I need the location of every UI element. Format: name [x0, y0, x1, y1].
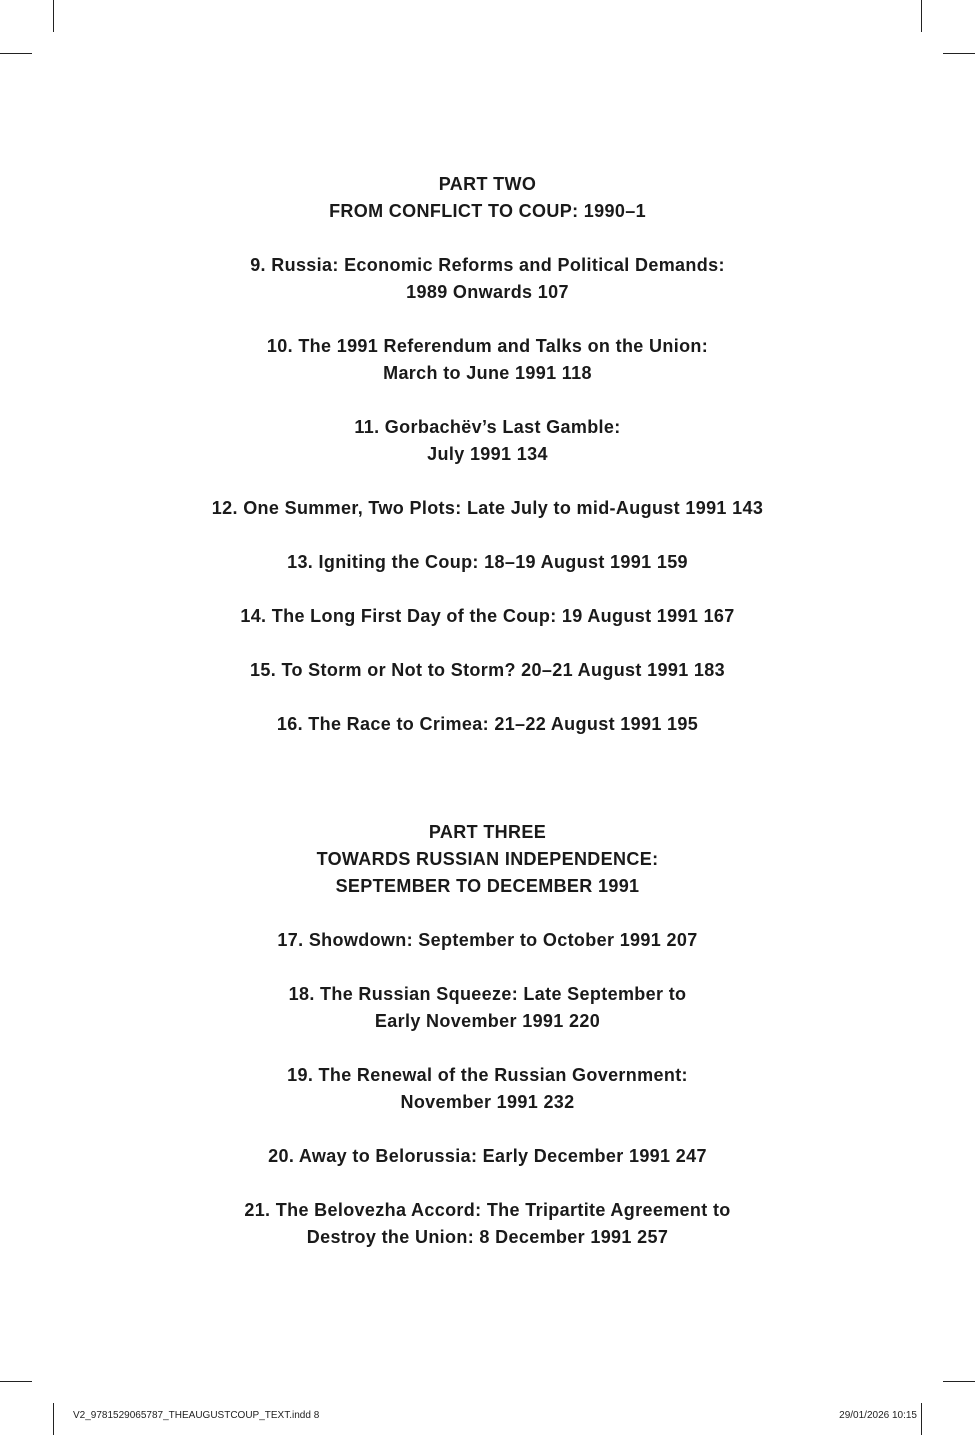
toc-entry-title: 21. The Belovezha Accord: The Tripartite Agreement to: [244, 1200, 731, 1220]
toc-entry-chapter-11[interactable]: [0, 414, 975, 468]
toc-entry-chapter-21[interactable]: [0, 1197, 975, 1251]
toc-entry-chapter-19[interactable]: [0, 1062, 975, 1116]
crop-mark-right-top: [943, 53, 975, 54]
part-three-heading: [0, 819, 975, 900]
part-three-title-cont: SEPTEMBER TO DECEMBER 1991: [335, 876, 640, 896]
toc-entry-title-cont: July 1991 134: [427, 444, 548, 464]
part-three-label: PART THREE: [428, 822, 547, 842]
toc-entry-title: 19. The Renewal of the Russian Government:: [287, 1065, 688, 1085]
toc-entry-title: 17. Showdown: September to October 1991 207: [277, 930, 698, 950]
toc-entry-title-cont: March to June 1991 118: [383, 363, 592, 383]
crop-mark-top-left: [53, 0, 54, 32]
toc-entry-chapter-14[interactable]: [0, 603, 975, 630]
toc-entry-chapter-17[interactable]: [0, 927, 975, 954]
toc-entry-chapter-18[interactable]: [0, 981, 975, 1035]
toc-entry-title: 12. One Summer, Two Plots: Late July to mid-August 1991 143: [211, 498, 764, 518]
toc-entry-title: 9. Russia: Economic Reforms and Political Demands:: [250, 255, 725, 275]
crop-mark-bottom-right: [921, 1403, 922, 1435]
toc-entry-title: 14. The Long First Day of the Coup: 19 August 1991 167: [240, 606, 735, 626]
toc-entry-title-cont: 1989 Onwards 107: [406, 282, 569, 302]
toc-entry-chapter-16[interactable]: [0, 711, 975, 738]
slug-filename: V2_9781529065787_THEAUGUSTCOUP_TEXT.indd 8: [73, 1410, 320, 1421]
toc-entry-chapter-10[interactable]: [0, 333, 975, 387]
toc-entry-title-cont: Destroy the Union: 8 December 1991 257: [306, 1227, 669, 1247]
toc-entry-title: 13. Igniting the Coup: 18–19 August 1991 159: [287, 552, 688, 572]
toc-entry-chapter-9[interactable]: [0, 252, 975, 306]
crop-mark-left-top: [0, 53, 32, 54]
part-two-heading: [0, 171, 975, 225]
crop-mark-top-right: [921, 0, 922, 32]
toc-entry-title: 10. The 1991 Referendum and Talks on the Union:: [266, 336, 709, 356]
part-two-label: PART TWO: [438, 174, 537, 194]
part-three-title: TOWARDS RUSSIAN INDEPENDENCE:: [316, 849, 659, 869]
toc-entry-title: 11. Gorbachëv’s Last Gamble:: [354, 417, 621, 437]
toc-entry-chapter-20[interactable]: [0, 1143, 975, 1170]
toc-entry-title: 15. To Storm or Not to Storm? 20–21 August 1991 183: [250, 660, 725, 680]
toc-entry-title-cont: November 1991 232: [400, 1092, 575, 1112]
toc-entry-title: 20. Away to Belorussia: Early December 1991 247: [268, 1146, 707, 1166]
crop-mark-left-bottom: [0, 1381, 32, 1382]
toc-entry-chapter-13[interactable]: [0, 549, 975, 576]
crop-mark-right-bottom: [943, 1381, 975, 1382]
toc-entry-title: 16. The Race to Crimea: 21–22 August 1991 195: [276, 714, 699, 734]
slug-timestamp: 29/01/2026 10:15: [839, 1410, 917, 1421]
part-two-title: FROM CONFLICT TO COUP: 1990–1: [329, 201, 646, 221]
toc-entry-title: 18. The Russian Squeeze: Late September to: [288, 984, 687, 1004]
crop-mark-bottom-left: [53, 1403, 54, 1435]
toc-entry-title-cont: Early November 1991 220: [374, 1011, 601, 1031]
toc-entry-chapter-12[interactable]: [0, 495, 975, 522]
toc-entry-chapter-15[interactable]: [0, 657, 975, 684]
